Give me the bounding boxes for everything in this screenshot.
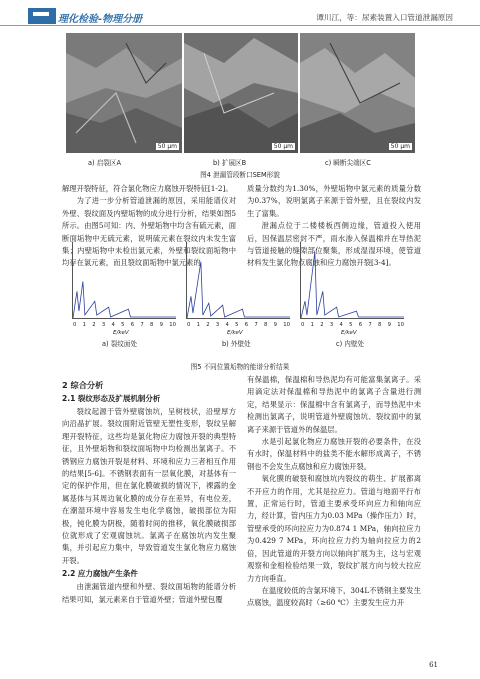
- sem-image-c: [300, 33, 415, 153]
- subsection-heading: 2.1 裂纹形态及扩展机制分析: [62, 394, 161, 403]
- paragraph: 泄漏点位于二楼楼板西侧边缘，管道投入使用后，因保温层密封不严，雨水渗入保温棉并在导热泥与管道接触的缝隙部位聚集，形成湿湿环境，使管道材料发生氯化物点腐蚀和应力腐蚀开裂[3-4]。: [247, 221, 421, 268]
- eds-spectrum-a: 0 1 2 3 4 5 6 7 8 9 10: [72, 242, 176, 319]
- subsection-heading: 2.2 应力腐蚀产生条件: [62, 569, 138, 579]
- scale-bar-b: 50 μm: [273, 143, 293, 150]
- paragraph: 解理开裂特征，符合氯化物应力腐蚀开裂特征[1-2]。: [62, 184, 233, 193]
- sem-image-a: [66, 33, 182, 153]
- left-column-bottom: [62, 378, 236, 606]
- paragraph: 为了进一步分析管道泄漏的原因，采用能谱仪对外壁、裂纹面及内壁垢物的成分进行分析，结果如图5所示。由图5可知：内、外壁垢物中均含有硫元素，面断面垢物中无硫元素，说明硫元素在裂纹内未发生富集；内壁垢物中未检出氯元素，外壁和裂纹面垢物中均存在氯元素，而且裂纹面垢物中氯元素的: [62, 196, 236, 268]
- right-column-bottom: [247, 374, 421, 610]
- paragraph: 有保温棉，保温棉和导热泥均有可能富集氯离子。采用滴定法对保温棉和导热泥中的氯离子含量进行测定，结果显示：保温棉中含有氯离子，而导热泥中未检测出氯离子，说明管道外壁腐蚀坑、裂纹面中的氯离子来源于管道外的保温层。: [247, 375, 421, 434]
- paragraph: 质量分数约为1.30%，外壁垢物中氯元素的质量分数为0.37%，说明氯离子来源于管外壁，且在裂纹内发生了富集。: [247, 184, 421, 218]
- journal-name: 理化检验-物理分册: [58, 14, 143, 25]
- paragraph: 裂纹起源于管外壁腐蚀坑，呈树枝状，沿壁厚方向沿晶扩展。裂纹面附近管壁无塑性变形，裂纹呈解理开裂特征，这些均是氯化物应力腐蚀开裂的典型特征，且外壁垢物和裂纹面垢物中均检测出氯离子。不锈钢应力腐蚀开裂是材料、环境和应力三者相互作用的结果[5-6]。不锈钢表面有一层氧化膜，对基体有一定的保护作用，但在氯化膜破损的情况下，裸露的金属基体与其周边氧化膜的成分存在差异，有电位差，在潮湿环境中容易发生电化学腐蚀，破损部位为阳极，钝化膜为阴极，随着时间的推移，氧化膜破损部位就形成了宏观腐蚀坑。氯离子在腐蚀坑内发生聚集，并引起应力集中，导致管道发生氯化物应力腐蚀开裂。: [62, 407, 236, 565]
- axis-unit-c: E/keV: [341, 330, 357, 336]
- sem-image-b: [184, 33, 298, 153]
- section-heading: 2 综合分析: [62, 380, 104, 390]
- fig4-label-c: c) 瞬断尖端区C: [325, 159, 371, 167]
- fig5-label-c: c) 内壁处: [336, 340, 365, 348]
- figure4-caption: 图4 泄漏管段断口SEM形貌: [200, 171, 280, 179]
- eds-spectrum-c: 0 1 2 3 4 5 6 7 8 9 10: [300, 242, 404, 319]
- axis-unit-b: E/keV: [227, 330, 243, 336]
- journal-logo: [28, 8, 56, 24]
- fig5-label-a: a) 裂纹面处: [102, 340, 138, 348]
- running-title: 谭川江，等：尿素装置入口管道泄漏原因: [316, 13, 453, 22]
- paragraph: 水是引起氯化物应力腐蚀开裂的必要条件，在没有水时，保温材料中的盐类不能水解形成离子，不锈钢也不会发生点腐蚀和应力腐蚀开裂。: [247, 437, 421, 471]
- fig5-label-b: b) 外壁处: [222, 340, 251, 348]
- paragraph: 由泄漏管道内壁和外壁、裂纹面垢物的能谱分析结果可知，氯元素来自于管道外壁；管道外壁包覆: [62, 582, 236, 604]
- fig4-label-b: b) 扩展区B: [213, 159, 247, 167]
- page-header: [0, 0, 480, 26]
- paragraph: 氧化膜的破裂和腐蚀坑内裂纹的萌生、扩展都离不开应力的作用，尤其是拉应力。管道与地面平行布置，正常运行时，管道主要承受环向应力和轴向应力，经计算，管内压力为0.03 MPa（操作压力）时，管壁承受的环向拉应力为0.874 1 MPa，轴向拉应力为0.429 7 MPa，环向拉应力约为轴向拉应力的2倍，因此管道的开裂方向以轴向扩展为主，这与宏观观察和金相检验结果一致，裂纹扩展方向与较大拉应力方向垂直。: [247, 474, 421, 583]
- scale-bar-a: 50 μm: [157, 143, 177, 150]
- fig4-label-a: a) 启裂区A: [88, 159, 122, 167]
- figure5-caption: 图5 不同位置垢物的能谱分析结果: [190, 363, 290, 371]
- axis-unit-a: E/keV: [113, 330, 129, 336]
- eds-spectrum-b: 0 1 2 3 4 5 6 7 8 9 10: [186, 242, 290, 319]
- scale-bar-c: 50 μm: [390, 143, 410, 150]
- paragraph: 在温度较低的含氯环境下，304L不锈钢主要发生点腐蚀，温度较高时（≥60 ℃）主要发生应力开: [247, 585, 421, 608]
- page-number: 61: [429, 661, 438, 669]
